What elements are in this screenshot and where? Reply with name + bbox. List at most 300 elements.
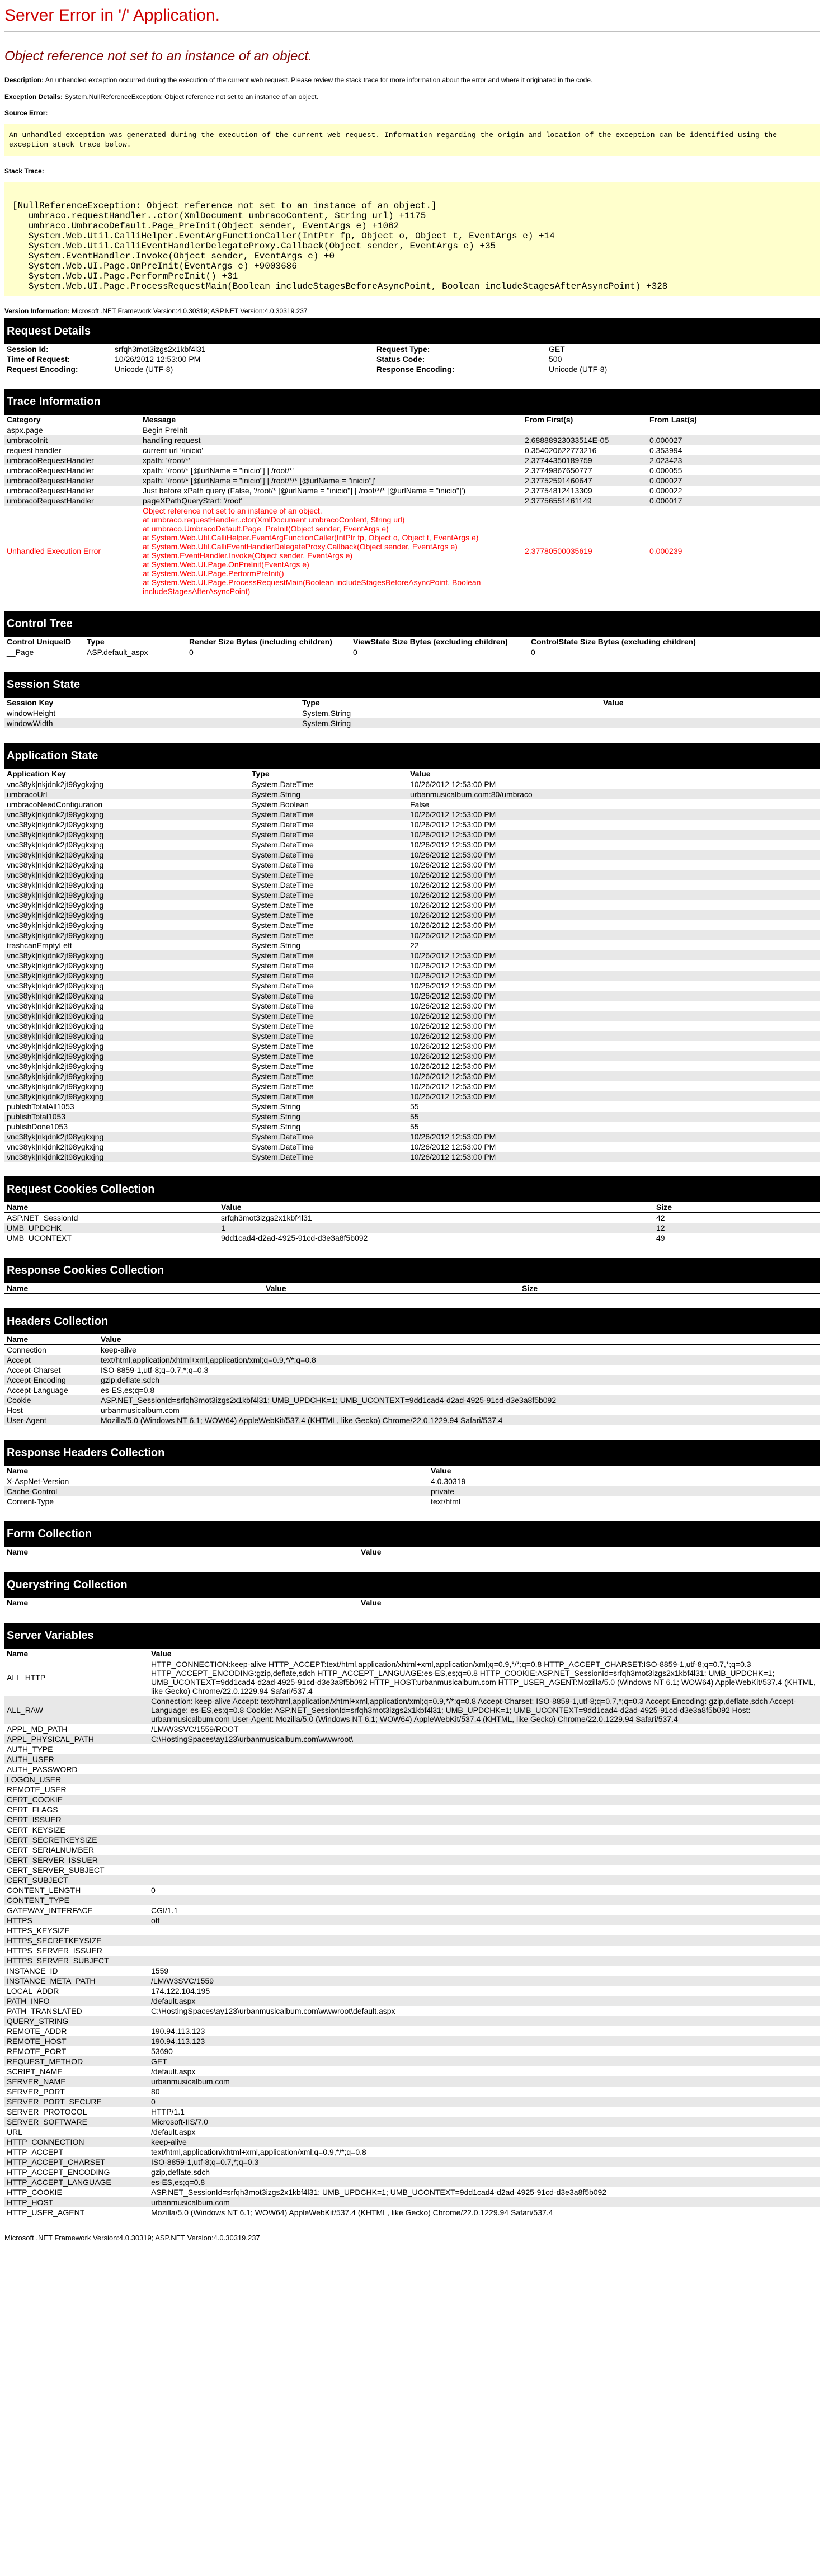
trace-row-cell: Begin PreInit: [143, 426, 188, 435]
col-qs-value: Value: [359, 1598, 820, 1608]
app-state-row: [4, 809, 820, 820]
server-var-row: [4, 2187, 820, 2197]
app-state-row-cell: 55: [410, 1122, 419, 1131]
server-var-row: [4, 1795, 820, 1805]
app-state-row-cell: 10/26/2012 12:53:00 PM: [408, 1071, 820, 1081]
server-var-row-cell: SERVER_PORT_SECURE: [4, 2097, 149, 2107]
app-state-row: [4, 1112, 820, 1122]
server-var-row: [4, 2026, 820, 2036]
server-var-row-cell: HTTP_ACCEPT: [7, 2148, 64, 2156]
server-var-row-cell: APPL_PHYSICAL_PATH: [4, 1734, 149, 1744]
col-resp-cookie-size: Size: [520, 1283, 820, 1294]
server-var-row: [4, 1815, 820, 1825]
server-var-row-cell: URL: [7, 2127, 23, 2136]
app-state-row: [4, 860, 820, 870]
session-row-cell: System.String: [302, 709, 351, 718]
server-var-row-cell: HTTP/1.1: [151, 2107, 185, 2116]
trace-row-cell: request handler: [7, 446, 62, 455]
server-var-row-cell: HTTP_CONNECTION:keep-alive HTTP_ACCEPT:text/html,application/xhtml+xml,application/xml;q=0.9,*/*;q=0.8 HTTP_ACCEPT_CHARSET:ISO-8859-1,utf-8;q=0.7,*;q=0.3 HTTP_ACCEPT_ENCODING:gzip,deflate,sdch HTTP_ACCEPT_LANGUAGE:es-ES,es;q=0.8 HTTP_COOKIE:ASP.NET_SessionId=srfqh3mot3izgs2x1kbf4l31; UMB_UPDCHK=1; UMB_UCONTEXT=9dd1cad4-d2ad-4925-91cd-d3e3a8f5b092 HTTP_HOST:urbanmusicalbum.com HTTP_USER_AGENT:Mozilla/5.0 (Windows NT 6.1; WOW64) AppleWebKit/537.4 (KHTML, like Gecko) Chrome/22.0.1229.94 Safari/537.4: [151, 1660, 816, 1696]
server-var-row-cell: [149, 1744, 820, 1754]
app-state-row: [4, 920, 820, 930]
trace-row-cell: 2.68888923033514E-05: [522, 435, 647, 445]
session-row: [4, 708, 820, 719]
header-row-cell: Accept-Encoding: [4, 1375, 98, 1385]
app-state-row-cell: vnc38yk|nkjdnk2jt98ygkxjng: [7, 1142, 104, 1151]
server-var-row-cell: REMOTE_ADDR: [7, 2027, 67, 2036]
app-state-row-cell: System.String: [252, 941, 301, 950]
trace-row-cell: 2.37744350189759: [522, 455, 647, 465]
server-var-row-cell: Connection: keep-alive Accept: text/html,application/xhtml+xml,application/xml;q=0.9,*/*;q=0.8 Accept-Charset: ISO-8859-1,utf-8;q=0.7,*;q=0.3 Accept-Encoding: gzip,deflate,sdch Accept-Language: es-ES,es;q=0.8 Cookie: ASP.NET_SessionId=srfqh3mot3izgs2x1kbf4l31; UMB_UPDCHK=1; UMB_UCONTEXT=9dd1cad4-d2ad-4925-91cd-d3e3a8f5b092 Host: urbanmusicalbum.com User-Agent: Mozilla/5.0 (Windows NT 6.1; WOW64) AppleWebKit/537.4 (KHTML, like Gecko) Chrome/22.0.1229.94 Safari/537.4: [149, 1696, 820, 1724]
header-row-cell: urbanmusicalbum.com: [101, 1406, 180, 1415]
app-state-row-cell: 10/26/2012 12:53:00 PM: [408, 1152, 820, 1162]
trace-row-cell: 0.000027: [647, 435, 820, 445]
trace-row-cell: 0.000022: [649, 486, 682, 495]
trace-row-cell: Unhandled Execution Error: [7, 547, 101, 555]
app-state-row: [4, 1091, 820, 1101]
session-row-cell: windowHeight: [7, 709, 56, 718]
server-var-row-cell: [149, 1774, 820, 1784]
server-var-row-cell: /default.aspx: [149, 1996, 820, 2006]
server-var-row-cell: SERVER_PROTOCOL: [7, 2107, 87, 2116]
headers-table: [4, 1334, 820, 1425]
app-state-row-cell: System.DateTime: [252, 880, 314, 889]
app-state-row-cell: publishTotalAll1053: [7, 1102, 74, 1111]
col-cookie-size: Size: [654, 1202, 820, 1213]
stack-trace-box: [NullReferenceException: Object reference not set to an instance of an object.] umbraco.requestHandler..ctor(XmlDocument umbracoContent, String url) +1175 umbraco.UmbracoDefault.Page_PreInit(Object sender, EventArgs e) +1062 System.Web.Util.CalliHelper.EventArgFunctionCaller(IntPtr fp, Object o, Object t, EventArgs e) +14 System.Web.Util.CalliEventHandlerDelegateProxy.Callback(Object sender, EventArgs e) +35 System.EventHandler.Invoke(Object sender, EventArgs e) +0 System.Web.UI.Page.OnPreInit(EventArgs e) +9003686 System.Web.UI.Page.PerformPreInit() +31 System.Web.UI.Page.ProcessRequestMain(Boolean includeStagesBeforeAsyncPoint, Boolean includeStagesAfterAsyncPoint) +328: [4, 182, 820, 296]
trace-row-cell: umbracoRequestHandler: [4, 475, 140, 486]
trace-row-cell: xpath: '/root/*': [140, 455, 522, 465]
session-id-value: srfqh3mot3izgs2x1kbf4l31: [115, 345, 206, 354]
server-var-row-cell: [149, 1784, 820, 1795]
request-encoding-value: Unicode (UTF-8): [115, 365, 173, 374]
app-state-row-cell: 10/26/2012 12:53:00 PM: [408, 830, 820, 840]
server-var-row-cell: LOCAL_ADDR: [7, 1986, 59, 1995]
server-var-row: [4, 1835, 820, 1845]
source-error-box: An unhandled exception was generated during the execution of the current web request. Information regarding the origin and location of the exception can be identified using the exception stack trace below.: [4, 124, 820, 156]
server-var-row: [4, 1754, 820, 1764]
server-var-row-cell: [149, 1805, 820, 1815]
server-var-row-cell: REMOTE_HOST: [4, 2036, 149, 2046]
trace-row-cell: 0.353994: [649, 446, 682, 455]
server-var-row: [4, 1915, 820, 1925]
app-state-row-cell: trashcanEmptyLeft: [7, 941, 72, 950]
col-resp-cookie-value: Value: [263, 1283, 520, 1294]
app-state-row: [4, 799, 820, 809]
trace-row: [4, 496, 820, 506]
server-var-row-cell: CERT_FLAGS: [7, 1805, 58, 1814]
col-cookie-name: Name: [4, 1202, 219, 1213]
server-var-row-cell: [149, 1845, 820, 1855]
app-state-row-cell: vnc38yk|nkjdnk2jt98ygkxjng: [7, 961, 104, 970]
header-row-cell: Cookie: [4, 1395, 98, 1405]
col-resp-header-value: Value: [429, 1466, 820, 1476]
trace-row: [4, 506, 820, 596]
app-state-row: [4, 971, 820, 981]
server-var-row-cell: SERVER_SOFTWARE: [4, 2117, 149, 2127]
app-state-row-cell: 10/26/2012 12:53:00 PM: [408, 971, 820, 981]
server-var-row: [4, 2006, 820, 2016]
querystring-table: [4, 1598, 820, 1608]
server-var-row: [4, 1996, 820, 2006]
server-var-row-cell: REQUEST_METHOD: [4, 2056, 149, 2066]
server-var-row: [4, 1986, 820, 1996]
app-state-row-cell: System.DateTime: [249, 1011, 408, 1021]
app-state-row-cell: vnc38yk|nkjdnk2jt98ygkxjng: [4, 830, 249, 840]
trace-row: [4, 455, 820, 465]
server-var-row: [4, 2117, 820, 2127]
server-var-row: [4, 2107, 820, 2117]
header-row-cell: Host: [7, 1406, 23, 1415]
server-var-row: [4, 2056, 820, 2066]
app-state-row-cell: System.DateTime: [252, 901, 314, 910]
app-state-row-cell: urbanmusicalbum.com:80/umbraco: [408, 789, 820, 799]
header-row-cell: Mozilla/5.0 (Windows NT 6.1; WOW64) AppleWebKit/537.4 (KHTML, like Gecko) Chrome/22.0.1229.94 Safari/537.4: [98, 1415, 820, 1425]
app-state-row-cell: System.String: [252, 1122, 301, 1131]
server-var-row-cell: [149, 1956, 820, 1966]
app-state-row: [4, 1122, 820, 1132]
server-var-row: [4, 2157, 820, 2167]
exception-text: System.NullReferenceException: Object reference not set to an instance of an object.: [64, 93, 318, 101]
app-state-row-cell: vnc38yk|nkjdnk2jt98ygkxjng: [4, 1132, 249, 1142]
server-var-row-cell: HTTP_HOST: [4, 2197, 149, 2207]
app-state-row-cell: umbracoUrl: [4, 789, 249, 799]
header-row: [4, 1395, 820, 1405]
app-state-row-cell: System.DateTime: [252, 1042, 314, 1051]
page-title: Server Error in '/' Application.: [4, 6, 220, 25]
trace-row-cell: pageXPathQueryStart: '/root': [140, 496, 522, 506]
app-state-row: [4, 1152, 820, 1162]
server-var-row-cell: /default.aspx: [151, 2127, 196, 2136]
app-state-row-cell: vnc38yk|nkjdnk2jt98ygkxjng: [7, 981, 104, 990]
app-state-row-cell: vnc38yk|nkjdnk2jt98ygkxjng: [7, 921, 104, 930]
request-details-section: [4, 318, 820, 374]
server-var-row-cell: urbanmusicalbum.com: [149, 2076, 820, 2087]
app-state-row-cell: vnc38yk|nkjdnk2jt98ygkxjng: [7, 820, 104, 829]
server-var-row: [4, 1659, 820, 1697]
app-state-row: [4, 779, 820, 790]
col-form-name: Name: [4, 1547, 359, 1557]
headers-title: Headers Collection: [4, 1308, 820, 1334]
trace-row-cell: 0.354020622773216: [525, 446, 597, 455]
header-row: [4, 1385, 820, 1395]
app-state-row: [4, 1061, 820, 1071]
server-var-row-cell: C:\HostingSpaces\ay123\urbanmusicalbum.com\wwwroot\default.aspx: [151, 2007, 395, 2015]
app-state-row-cell: vnc38yk|nkjdnk2jt98ygkxjng: [4, 1152, 249, 1162]
response-cookies-table: [4, 1283, 820, 1294]
server-var-row: [4, 1895, 820, 1905]
app-state-row-cell: 10/26/2012 12:53:00 PM: [410, 1062, 496, 1071]
server-var-row: [4, 2197, 820, 2207]
app-state-row-cell: vnc38yk|nkjdnk2jt98ygkxjng: [4, 930, 249, 940]
trace-row-cell: 2.37749867650777: [525, 466, 592, 475]
app-state-row-cell: vnc38yk|nkjdnk2jt98ygkxjng: [4, 991, 249, 1001]
response-header-row-cell: 4.0.30319: [431, 1477, 466, 1486]
server-var-row: [4, 2207, 820, 2217]
trace-row-cell: 0.000027: [647, 475, 820, 486]
app-state-row: [4, 1081, 820, 1091]
app-state-row-cell: System.String: [252, 1102, 301, 1111]
app-state-row: [4, 1011, 820, 1021]
trace-row-cell: Object reference not set to an instance of an object. at umbraco.requestHandler..ctor(XmlDocument umbracoContent, String url) at umbraco.UmbracoDefault.Page_PreInit(Object sender, EventArgs e) at System.Web.Util.CalliHelper.EventArgFunctionCaller(IntPtr fp, Object o, Object t, EventArgs e) at System.Web.Util.CalliEventHandlerDelegateProxy.Callback(Object sender, EventArgs e) at System.EventHandler.Invoke(Object sender, EventArgs e) at System.Web.UI.Page.OnPreInit(EventArgs e) at System.Web.UI.Page.PerformPreInit() at System.Web.UI.Page.ProcessRequestMain(Boolean includeStagesBeforeAsyncPoint, Boolean includeStagesAfterAsyncPoint): [143, 506, 481, 596]
application-state-table: [4, 769, 820, 1162]
app-state-row-cell: vnc38yk|nkjdnk2jt98ygkxjng: [7, 880, 104, 889]
server-var-row-cell: 1559: [151, 1966, 169, 1975]
response-header-row: [4, 1476, 820, 1487]
app-state-row-cell: System.DateTime: [249, 830, 408, 840]
app-state-row: [4, 820, 820, 830]
server-var-row-cell: HTTP_ACCEPT_ENCODING: [7, 2168, 110, 2177]
control-row-cell: ASP.default_aspx: [87, 648, 148, 657]
server-var-row: [4, 2137, 820, 2147]
session-row-cell: System.String: [300, 718, 601, 728]
server-var-row-cell: CERT_SERIALNUMBER: [7, 1845, 95, 1854]
control-tree-title: Control Tree: [4, 611, 820, 637]
form-title: Form Collection: [4, 1521, 820, 1547]
server-var-row-cell: SERVER_NAME: [4, 2076, 149, 2087]
app-state-row-cell: System.DateTime: [249, 971, 408, 981]
trace-row: [4, 425, 820, 436]
application-state-title: Application State: [4, 743, 820, 769]
response-header-row-cell: text/html: [431, 1497, 460, 1506]
session-row-cell: [601, 708, 820, 719]
server-var-row-cell: HTTP_ACCEPT_CHARSET: [4, 2157, 149, 2167]
exception-details: [4, 92, 820, 101]
cookie-row-cell: 9dd1cad4-d2ad-4925-91cd-d3e3a8f5b092: [221, 1233, 368, 1242]
col-viewstate-size: ViewState Size Bytes (excluding children): [351, 637, 529, 647]
app-state-row-cell: System.DateTime: [252, 921, 314, 930]
app-state-row-cell: vnc38yk|nkjdnk2jt98ygkxjng: [7, 1082, 104, 1091]
server-var-row-cell: urbanmusicalbum.com: [149, 2197, 820, 2207]
source-error-label: Source Error:: [4, 109, 48, 117]
trace-row-cell: umbracoInit: [4, 435, 140, 445]
server-vars-table: [4, 1649, 820, 2217]
app-state-row-cell: System.DateTime: [252, 1082, 314, 1091]
trace-row: [4, 486, 820, 496]
app-state-row-cell: 10/26/2012 12:53:00 PM: [408, 991, 820, 1001]
header-row-cell: Connection: [7, 1345, 46, 1354]
server-var-row-cell: CONTENT_LENGTH: [7, 1886, 81, 1895]
app-state-row-cell: publishDone1053: [7, 1122, 68, 1131]
exception-label: Exception Details:: [4, 93, 63, 101]
app-state-row-cell: System.DateTime: [249, 910, 408, 920]
status-label: Status Code:: [376, 355, 425, 364]
app-state-row: [4, 981, 820, 991]
app-state-row: [4, 1041, 820, 1051]
server-var-row-cell: [149, 1946, 820, 1956]
header-row: [4, 1415, 820, 1425]
app-state-row-cell: 10/26/2012 12:53:00 PM: [410, 1042, 496, 1051]
app-state-row-cell: 22: [410, 941, 419, 950]
app-state-row-cell: System.DateTime: [252, 961, 314, 970]
session-state-table: [4, 698, 820, 728]
header-row: [4, 1405, 820, 1415]
server-var-row-cell: INSTANCE_META_PATH: [4, 1976, 149, 1986]
app-state-row-cell: vnc38yk|nkjdnk2jt98ygkxjng: [4, 1091, 249, 1101]
app-state-row-cell: System.DateTime: [249, 870, 408, 880]
header-row-cell: Accept-Charset: [7, 1365, 61, 1374]
server-var-row-cell: 174.122.104.195: [151, 1986, 210, 1995]
server-var-row-cell: INSTANCE_ID: [7, 1966, 58, 1975]
trace-row-cell: umbracoRequestHandler: [7, 486, 94, 495]
header-row-cell: es-ES,es;q=0.8: [101, 1386, 155, 1395]
app-state-row-cell: System.DateTime: [252, 1021, 314, 1030]
response-headers-table: [4, 1466, 820, 1506]
app-state-row-cell: 10/26/2012 12:53:00 PM: [410, 880, 496, 889]
server-var-row: [4, 1946, 820, 1956]
querystring-section: [4, 1572, 820, 1608]
app-state-row: [4, 900, 820, 910]
app-state-row-cell: vnc38yk|nkjdnk2jt98ygkxjng: [4, 950, 249, 960]
server-var-row-cell: [149, 1764, 820, 1774]
app-state-row-cell: vnc38yk|nkjdnk2jt98ygkxjng: [7, 840, 104, 849]
app-state-row-cell: 10/26/2012 12:53:00 PM: [410, 921, 496, 930]
server-var-row: [4, 2076, 820, 2087]
footer-version: Microsoft .NET Framework Version:4.0.30319; ASP.NET Version:4.0.30319.237: [4, 2230, 821, 2242]
server-var-row-cell: GET: [149, 2056, 820, 2066]
server-var-row-cell: /LM/W3SVC/1559: [149, 1976, 820, 1986]
app-state-row-cell: 10/26/2012 12:53:00 PM: [410, 961, 496, 970]
server-var-row-cell: [149, 1895, 820, 1905]
app-state-row-cell: vnc38yk|nkjdnk2jt98ygkxjng: [4, 971, 249, 981]
trace-row-cell: [522, 425, 647, 436]
server-var-row: [4, 1935, 820, 1946]
app-state-row-cell: vnc38yk|nkjdnk2jt98ygkxjng: [7, 1001, 104, 1010]
server-var-row-cell: AUTH_USER: [4, 1754, 149, 1764]
trace-row-cell: 0.000017: [647, 496, 820, 506]
server-var-row-cell: APPL_MD_PATH: [7, 1725, 68, 1734]
app-state-row-cell: System.DateTime: [249, 950, 408, 960]
app-state-row-cell: 10/26/2012 12:53:00 PM: [410, 1001, 496, 1010]
trace-row-cell: xpath: '/root/* [@urlName = "inicio"] | /root/*': [143, 466, 294, 475]
app-state-row: [4, 850, 820, 860]
server-var-row-cell: [149, 1875, 820, 1885]
server-var-row: [4, 1724, 820, 1734]
server-var-row: [4, 2036, 820, 2046]
app-state-row: [4, 1051, 820, 1061]
col-session-type: Type: [300, 698, 601, 708]
app-state-row-cell: System.DateTime: [249, 930, 408, 940]
headers-section: [4, 1308, 820, 1425]
server-var-row-cell: [149, 1795, 820, 1805]
server-var-row: [4, 1825, 820, 1835]
header-row-cell: Accept-Language: [7, 1386, 68, 1395]
control-row-cell: 0: [189, 648, 194, 657]
app-state-row: [4, 940, 820, 950]
app-state-row: [4, 960, 820, 971]
server-var-row-cell: 190.94.113.123: [151, 2027, 205, 2036]
app-state-row-cell: System.DateTime: [249, 1132, 408, 1142]
app-state-row-cell: 10/26/2012 12:53:00 PM: [410, 1142, 496, 1151]
server-var-row-cell: [149, 1865, 820, 1875]
server-var-row-cell: text/html,application/xhtml+xml,application/xml;q=0.9,*/*;q=0.8: [151, 2148, 366, 2156]
col-app-value: Value: [408, 769, 820, 779]
trace-table: [4, 415, 820, 596]
server-var-row: [4, 1845, 820, 1855]
app-state-row-cell: vnc38yk|nkjdnk2jt98ygkxjng: [4, 1011, 249, 1021]
server-var-row-cell: CONTENT_TYPE: [4, 1895, 149, 1905]
col-resp-header-name: Name: [4, 1466, 429, 1476]
app-state-row: [4, 910, 820, 920]
app-state-row: [4, 930, 820, 940]
server-var-row: [4, 1744, 820, 1754]
app-state-row-cell: System.DateTime: [252, 840, 314, 849]
session-id-label: Session Id:: [7, 345, 49, 354]
server-var-row-cell: [149, 1925, 820, 1935]
server-var-row-cell: keep-alive: [149, 2137, 820, 2147]
col-from-first: From First(s): [522, 415, 647, 425]
app-state-row-cell: 10/26/2012 12:53:00 PM: [410, 780, 496, 789]
server-var-row-cell: Microsoft-IIS/7.0: [149, 2117, 820, 2127]
server-var-row: [4, 1764, 820, 1774]
app-state-row-cell: vnc38yk|nkjdnk2jt98ygkxjng: [4, 1051, 249, 1061]
response-headers-section: [4, 1440, 820, 1506]
response-header-row-cell: Content-Type: [7, 1497, 54, 1506]
server-var-row-cell: QUERY_STRING: [4, 2016, 149, 2026]
server-var-row-cell: 190.94.113.123: [149, 2036, 820, 2046]
server-var-row-cell: 0: [151, 1886, 156, 1895]
session-row: [4, 718, 820, 728]
app-state-row-cell: System.DateTime: [252, 1062, 314, 1071]
session-row-cell: windowWidth: [4, 718, 300, 728]
app-state-row-cell: System.DateTime: [252, 981, 314, 990]
app-state-row-cell: vnc38yk|nkjdnk2jt98ygkxjng: [4, 910, 249, 920]
server-var-row-cell: HTTPS_KEYSIZE: [7, 1926, 70, 1935]
server-var-row: [4, 1696, 820, 1724]
server-var-row-cell: /default.aspx: [151, 2067, 196, 2076]
app-state-row-cell: vnc38yk|nkjdnk2jt98ygkxjng: [7, 1062, 104, 1071]
trace-row-cell: handling request: [140, 435, 522, 445]
server-var-row: [4, 2127, 820, 2137]
app-state-row-cell: 10/26/2012 12:53:00 PM: [408, 910, 820, 920]
server-var-row-cell: [149, 1835, 820, 1845]
server-var-row: [4, 1774, 820, 1784]
app-state-row-cell: 10/26/2012 12:53:00 PM: [410, 1082, 496, 1091]
server-var-row: [4, 1885, 820, 1895]
header-row-cell: gzip,deflate,sdch: [98, 1375, 820, 1385]
title-divider: [4, 31, 820, 32]
app-state-row-cell: 10/26/2012 12:53:00 PM: [410, 981, 496, 990]
app-state-row: [4, 880, 820, 890]
app-state-row-cell: 10/26/2012 12:53:00 PM: [408, 870, 820, 880]
trace-row: [4, 435, 820, 445]
response-header-row-cell: private: [429, 1486, 820, 1496]
server-var-row-cell: [149, 1815, 820, 1825]
col-app-key: Application Key: [4, 769, 249, 779]
server-var-row-cell: ISO-8859-1,utf-8;q=0.7,*;q=0.3: [149, 2157, 820, 2167]
trace-row-cell: 2.37756551461149: [522, 496, 647, 506]
server-var-row-cell: 0: [149, 2097, 820, 2107]
server-var-row-cell: off: [149, 1915, 820, 1925]
server-var-row-cell: ALL_HTTP: [7, 1673, 46, 1682]
trace-row-cell: current url '/inicio': [143, 446, 204, 455]
app-state-row: [4, 1071, 820, 1081]
server-var-row: [4, 1956, 820, 1966]
cookie-row: [4, 1233, 820, 1243]
response-cookies-title: Response Cookies Collection: [4, 1258, 820, 1283]
status-value: 500: [549, 355, 562, 364]
response-headers-title: Response Headers Collection: [4, 1440, 820, 1466]
server-var-row: [4, 1855, 820, 1865]
control-row-cell: 0: [353, 648, 357, 657]
app-state-row: [4, 1132, 820, 1142]
app-state-row-cell: 10/26/2012 12:53:00 PM: [408, 1031, 820, 1041]
control-tree-table: [4, 637, 820, 657]
header-row-cell: ISO-8859-1,utf-8;q=0.7,*;q=0.3: [101, 1365, 209, 1374]
col-sv-name: Name: [4, 1649, 149, 1659]
app-state-row-cell: 55: [408, 1112, 820, 1122]
server-var-row-cell: CERT_ISSUER: [4, 1815, 149, 1825]
col-from-last: From Last(s): [647, 415, 820, 425]
